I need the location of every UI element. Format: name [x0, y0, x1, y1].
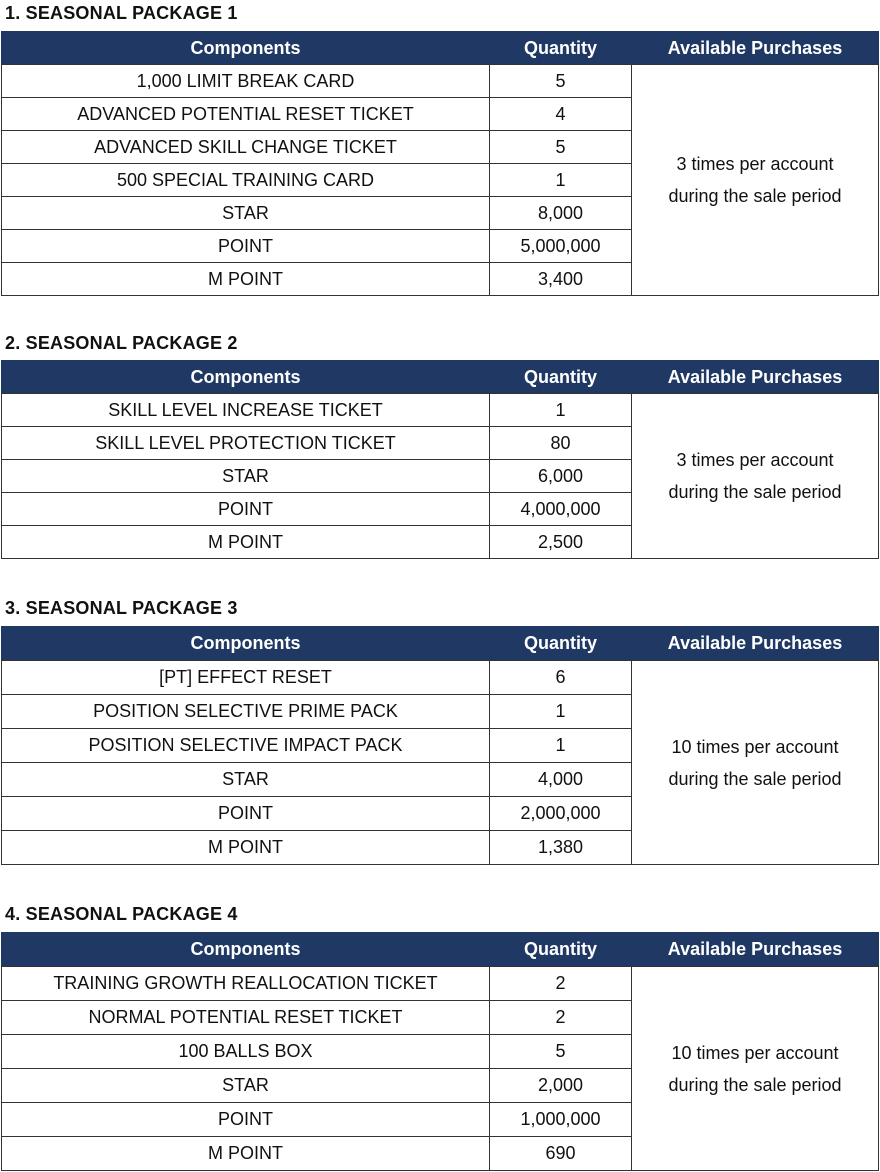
- package-title: 3. SEASONAL PACKAGE 3: [5, 598, 238, 618]
- quantity-header: Quantity: [490, 32, 632, 65]
- available-line-2: during the sale period: [668, 186, 842, 206]
- component-cell: 500 SPECIAL TRAINING CARD: [2, 164, 490, 197]
- quantity-cell: 4,000,000: [490, 493, 632, 526]
- component-cell: POINT: [2, 230, 490, 263]
- components-header: Components: [2, 32, 490, 65]
- package-title: 4. SEASONAL PACKAGE 4: [5, 904, 238, 924]
- table-row: [2, 661, 879, 695]
- component-cell: M POINT: [2, 263, 490, 296]
- available-line-1: 3 times per account: [676, 450, 834, 470]
- component-cell: STAR: [2, 763, 490, 797]
- component-cell: STAR: [2, 460, 490, 493]
- component-cell: M POINT: [2, 1137, 490, 1171]
- table-row: [2, 394, 879, 427]
- available-line-2: during the sale period: [668, 1074, 842, 1095]
- component-cell: 1,000 LIMIT BREAK CARD: [2, 65, 490, 98]
- quantity-cell: 5: [490, 65, 632, 98]
- available-line-2: during the sale period: [668, 768, 842, 789]
- available-cell: [632, 394, 879, 559]
- package-table: [1, 31, 879, 296]
- quantity-cell: 5: [490, 131, 632, 164]
- package-table: [1, 360, 879, 559]
- quantity-header: Quantity: [490, 933, 632, 967]
- available-line-1: 10 times per account: [671, 736, 839, 757]
- quantity-header: Quantity: [490, 361, 632, 394]
- component-cell: NORMAL POTENTIAL RESET TICKET: [2, 1001, 490, 1035]
- components-header: Components: [2, 361, 490, 394]
- table-row: [2, 65, 879, 98]
- component-cell: SKILL LEVEL PROTECTION TICKET: [2, 427, 490, 460]
- header-row: [2, 32, 879, 65]
- component-cell: POINT: [2, 1103, 490, 1137]
- available-cell: [632, 661, 879, 865]
- components-header: Components: [2, 627, 490, 661]
- component-cell: SKILL LEVEL INCREASE TICKET: [2, 394, 490, 427]
- available-line-1: 3 times per account: [676, 154, 834, 174]
- available-header: Available Purchases: [632, 933, 879, 967]
- available-line-1: 10 times per account: [671, 1042, 839, 1063]
- header-row: [2, 627, 879, 661]
- package-table: [1, 932, 879, 1171]
- available-cell: [632, 967, 879, 1171]
- header-row: [2, 933, 879, 967]
- quantity-cell: 6: [490, 661, 632, 695]
- package-title: 1. SEASONAL PACKAGE 1: [5, 3, 238, 23]
- component-cell: M POINT: [2, 526, 490, 559]
- available-cell: [632, 65, 879, 296]
- available-line-2: during the sale period: [668, 482, 842, 502]
- quantity-cell: 80: [490, 427, 632, 460]
- component-cell: POSITION SELECTIVE IMPACT PACK: [2, 729, 490, 763]
- quantity-cell: 4,000: [490, 763, 632, 797]
- available-header: Available Purchases: [632, 32, 879, 65]
- component-cell: STAR: [2, 1069, 490, 1103]
- quantity-header: Quantity: [490, 627, 632, 661]
- quantity-cell: 1: [490, 394, 632, 427]
- component-cell: TRAINING GROWTH REALLOCATION TICKET: [2, 967, 490, 1001]
- component-cell: STAR: [2, 197, 490, 230]
- component-cell: ADVANCED SKILL CHANGE TICKET: [2, 131, 490, 164]
- quantity-cell: 1: [490, 164, 632, 197]
- component-cell: 100 BALLS BOX: [2, 1035, 490, 1069]
- available-header: Available Purchases: [632, 627, 879, 661]
- quantity-cell: 4: [490, 98, 632, 131]
- quantity-cell: 1,380: [490, 831, 632, 865]
- quantity-cell: 6,000: [490, 460, 632, 493]
- quantity-cell: 1: [490, 729, 632, 763]
- available-header: Available Purchases: [632, 361, 879, 394]
- component-cell: [PT] EFFECT RESET: [2, 661, 490, 695]
- component-cell: POSITION SELECTIVE PRIME PACK: [2, 695, 490, 729]
- quantity-cell: 1,000,000: [490, 1103, 632, 1137]
- component-cell: ADVANCED POTENTIAL RESET TICKET: [2, 98, 490, 131]
- quantity-cell: 2,000,000: [490, 797, 632, 831]
- component-cell: M POINT: [2, 831, 490, 865]
- quantity-cell: 3,400: [490, 263, 632, 296]
- quantity-cell: 5,000,000: [490, 230, 632, 263]
- components-header: Components: [2, 933, 490, 967]
- quantity-cell: 690: [490, 1137, 632, 1171]
- quantity-cell: 8,000: [490, 197, 632, 230]
- quantity-cell: 5: [490, 1035, 632, 1069]
- quantity-cell: 2: [490, 1001, 632, 1035]
- quantity-cell: 2,500: [490, 526, 632, 559]
- quantity-cell: 2: [490, 967, 632, 1001]
- table-row: [2, 967, 879, 1001]
- quantity-cell: 1: [490, 695, 632, 729]
- header-row: [2, 361, 879, 394]
- package-table: [1, 626, 879, 865]
- quantity-cell: 2,000: [490, 1069, 632, 1103]
- component-cell: POINT: [2, 493, 490, 526]
- package-title: 2. SEASONAL PACKAGE 2: [5, 333, 238, 353]
- component-cell: POINT: [2, 797, 490, 831]
